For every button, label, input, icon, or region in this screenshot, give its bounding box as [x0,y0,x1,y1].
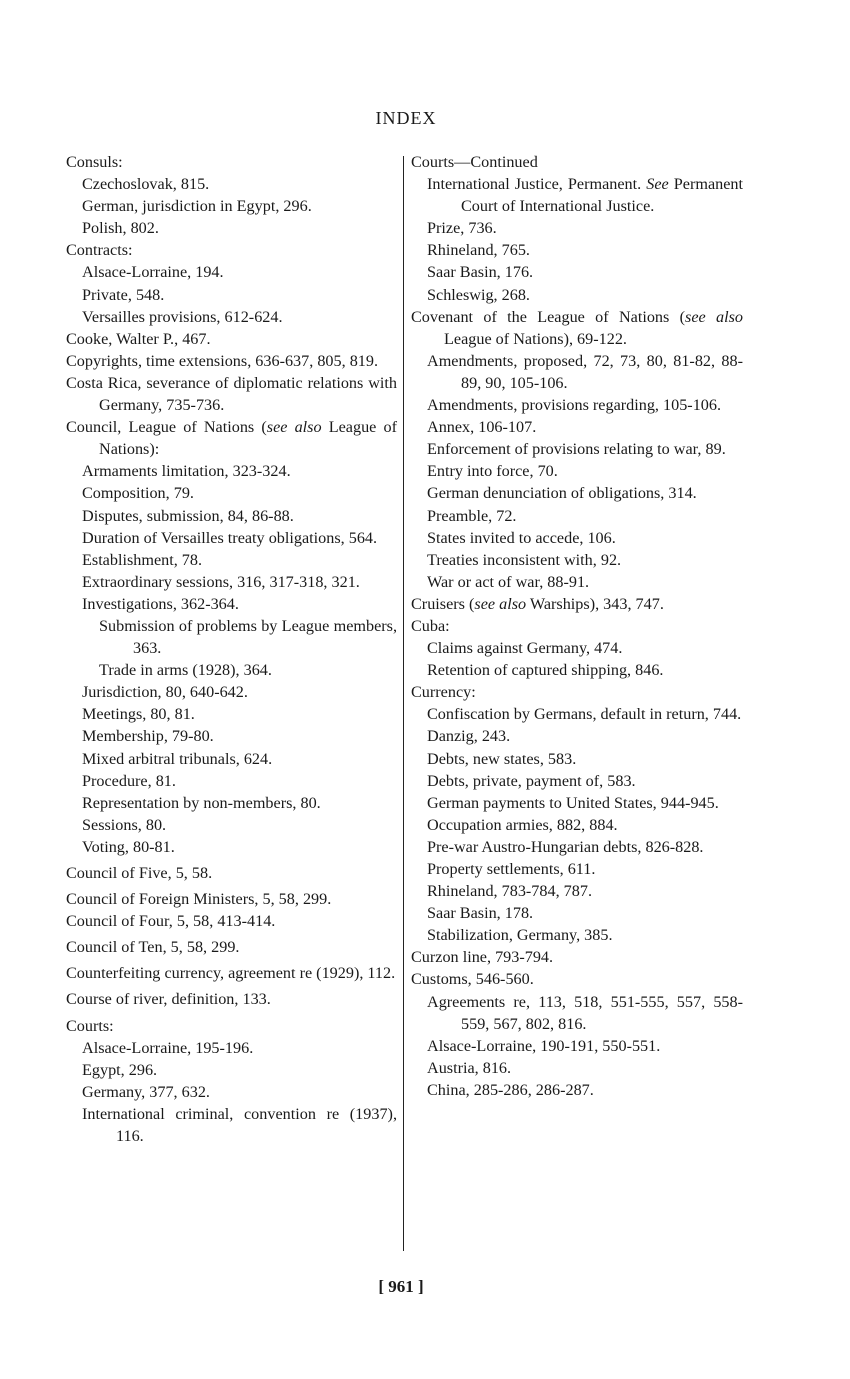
index-subentry: Debts, new states, 583. [427,749,577,768]
index-subentry: Alsace-Lorraine, 190-191, 550-551. [427,1036,661,1055]
index-subentry: German denunciation of obligations, 314. [427,484,697,503]
index-subentry: Investigations, 362-364. [82,594,239,613]
index-subentry: Versailles provisions, 612-624. [82,307,283,326]
page-title: INDEX [375,108,437,128]
index-entry: Cooke, Walter P., 467. [66,329,211,348]
index-subentry: Retention of captured shipping, 846. [427,661,664,680]
index-entry: Courts—Continued [411,153,538,171]
index-subentry: Mixed arbitral tribunals, 624. [82,749,273,768]
index-subentry: Entry into force, 70. [427,462,558,481]
index-subentry: Meetings, 80, 81. [82,705,195,724]
index-entry: Currency: [411,683,476,702]
index-subentry: Confiscation by Germans, default in return, 744. [427,705,742,724]
index-subentry: International criminal, convention re (1937), 116. [82,1104,397,1146]
index-subentry: Rhineland, 783-784, 787. [427,882,593,901]
index-subentry: Membership, 79-80. [82,727,214,746]
index-subentry: Danzig, 243. [427,727,511,746]
index-subentry: Duration of Versailles treaty obligations, 564. [82,528,378,547]
index-subentry: Representation by non-members, 80. [82,793,321,812]
index-subentry: Private, 548. [82,285,165,304]
index-subentry: China, 285-286, 286-287. [427,1080,594,1099]
index-subentry: Austria, 816. [427,1058,512,1077]
index-entry: Council of Foreign Ministers, 5, 58, 299. [66,890,332,909]
index-subentry: Pre-war Austro-Hungarian debts, 826-828. [427,837,704,856]
index-subentry: Armaments limitation, 323-324. [82,462,291,481]
index-subentry: Procedure, 81. [82,771,176,790]
index-column-right [411,151,743,1101]
index-entry: Cuba: [411,616,450,635]
index-subentry: Submission of problems by League members, 363. [99,616,397,658]
page-number: [ 961 ] [378,1277,424,1296]
index-subentry: War or act of war, 88-91. [427,572,590,591]
index-subentry: Amendments, provisions regarding, 105-106. [427,396,722,415]
index-subentry: Voting, 80-81. [82,837,175,856]
index-subentry: Property settlements, 611. [427,860,596,878]
index-subentry: Amendments, proposed, 72, 73, 80, 81-82, 88-89, 90, 105-106. [427,351,743,392]
index-subentry: Trade in arms (1928), 364. [99,661,272,680]
index-entry: Copyrights, time extensions, 636-637, 805, 819. [66,351,379,370]
index-subentry: Jurisdiction, 80, 640-642. [82,683,248,702]
index-entry: Council of Five, 5, 58. [66,864,213,882]
index-entry: Consuls: [66,153,123,171]
index-entry: Council, League of Nations (see also League of Nations): [66,418,397,459]
index-entry: Counterfeiting currency, agreement re (1929), 112. [66,964,396,983]
index-entry: Council of Four, 5, 58, 413-414. [66,912,276,931]
index-subentry: Saar Basin, 176. [427,263,534,282]
index-subentry: Occupation armies, 882, 884. [427,815,618,834]
index-subentry: Egypt, 296. [82,1060,158,1079]
index-entry: Contracts: [66,241,133,260]
index-subentry: Composition, 79. [82,484,194,503]
column-divider [403,156,404,1251]
index-subentry: Alsace-Lorraine, 195-196. [82,1038,254,1057]
index-subentry: Polish, 802. [82,219,159,238]
index-subentry: Preamble, 72. [427,506,517,525]
index-entry: Council of Ten, 5, 58, 299. [66,938,240,957]
index-subentry: Rhineland, 765. [427,241,530,260]
index-subentry: Sessions, 80. [82,815,167,834]
index-entry: Costa Rica, severance of diplomatic relations with Germany, 735-736. [66,373,397,415]
index-subentry: Annex, 106-107. [427,418,537,437]
index-entry: Customs, 546-560. [411,970,534,989]
index-subentry: Saar Basin, 178. [427,904,534,923]
index-entry: Covenant of the League of Nations (see also League of Nations), 69-122. [411,307,743,348]
index-subentry: Alsace-Lorraine, 194. [82,263,224,282]
index-entry: Course of river, definition, 133. [66,990,271,1009]
index-subentry: Debts, private, payment of, 583. [427,771,636,790]
index-column-left [66,151,397,1147]
index-subentry: German, jurisdiction in Egypt, 296. [82,197,312,216]
index-entry: Curzon line, 793-794. [411,948,554,967]
index-subentry: Czechoslovak, 815. [82,175,210,194]
index-subentry: Establishment, 78. [82,550,203,569]
index-subentry: Schleswig, 268. [427,285,530,304]
index-subentry: Prize, 736. [427,219,497,238]
index-subentry: Enforcement of provisions relating to war, 89. [427,440,726,459]
index-subentry: Disputes, submission, 84, 86-88. [82,506,294,525]
index-subentry: Claims against Germany, 474. [427,639,623,658]
index-subentry: Stabilization, Germany, 385. [427,926,613,945]
index-subentry: States invited to accede, 106. [427,528,616,547]
index-subentry: Treaties inconsistent with, 92. [427,550,622,569]
index-subentry: Extraordinary sessions, 316, 317-318, 321. [82,572,360,591]
index-subentry: Germany, 377, 632. [82,1082,210,1101]
index-subentry: International Justice, Permanent. See Permanent Court of International Justice. [427,175,743,216]
index-entry: Cruisers (see also Warships), 343, 747. [411,594,664,613]
index-subentry: German payments to United States, 944-945. [427,793,719,812]
index-subentry: Agreements re, 113, 518, 551-555, 557, 558-559, 567, 802, 816. [427,992,743,1033]
index-entry: Courts: [66,1016,114,1035]
